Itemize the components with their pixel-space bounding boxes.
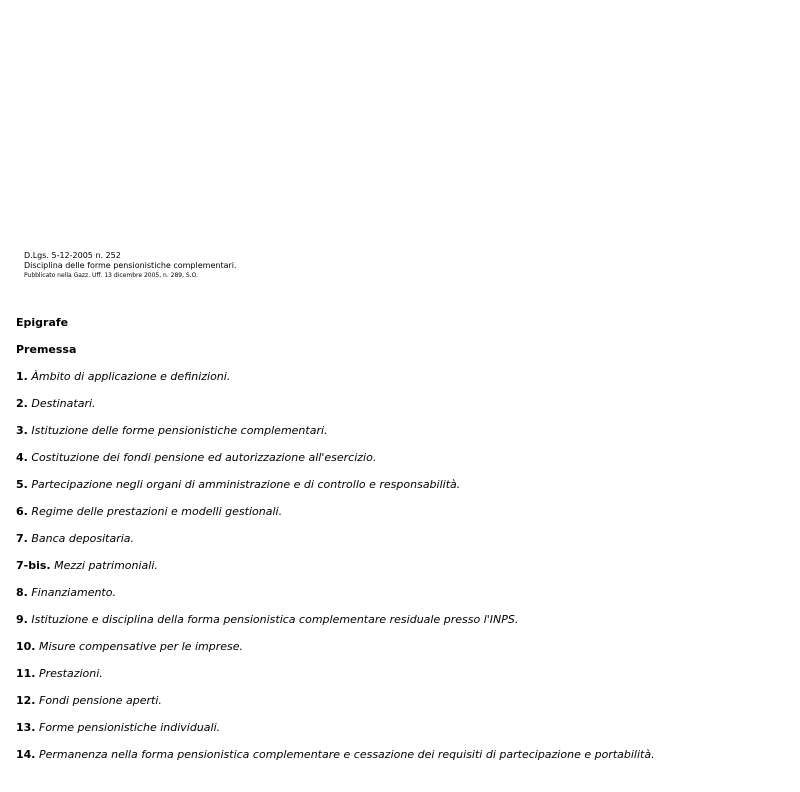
article-title: Misure compensative per le imprese. (39, 640, 243, 653)
article-number: 8. (16, 586, 28, 599)
toc-item-article[interactable] (16, 585, 655, 612)
toc-item-article[interactable] (16, 450, 655, 477)
table-of-contents (16, 315, 655, 774)
toc-item-article[interactable] (16, 477, 655, 504)
decree-reference: D.Lgs. 5-12-2005 n. 252 (24, 251, 121, 260)
article-title: Istituzione delle forme pensionistiche complementari. (31, 424, 328, 437)
article-number: 2. (16, 397, 28, 410)
toc-item-article[interactable] (16, 531, 655, 558)
article-number: 1. (16, 370, 28, 383)
article-number: 4. (16, 451, 28, 464)
publication-note: Pubblicato nella Gazz. Uff. 13 dicembre 2005, n. 289, S.O. (24, 272, 199, 279)
toc-item-article[interactable] (16, 612, 655, 639)
article-number: 7. (16, 532, 28, 545)
article-number: 9. (16, 613, 28, 626)
article-number: 12. (16, 694, 36, 707)
article-title: Prestazioni. (39, 667, 103, 680)
article-number: 14. (16, 748, 36, 761)
toc-item-article[interactable] (16, 666, 655, 693)
article-number: 10. (16, 640, 36, 653)
toc-item-epigrafe[interactable] (16, 315, 655, 342)
article-number: 6. (16, 505, 28, 518)
decree-title: Disciplina delle forme pensionistiche complementari. (24, 261, 237, 270)
article-title: Istituzione e disciplina della forma pensionistica complementare residuale presso l'INPS. (31, 613, 519, 626)
article-number: 7-bis. (16, 559, 51, 572)
toc-epigrafe-label: Epigrafe (16, 316, 69, 329)
article-number: 11. (16, 667, 36, 680)
article-title: Permanenza nella forma pensionistica complementare e cessazione dei requisiti di partecipazione e portabilità. (39, 748, 655, 761)
toc-item-article[interactable] (16, 720, 655, 747)
toc-item-article[interactable] (16, 423, 655, 450)
article-title: Forme pensionistiche individuali. (39, 721, 221, 734)
article-title: Àmbito di applicazione e definizioni. (31, 370, 231, 383)
article-title: Fondi pensione aperti. (39, 694, 162, 707)
toc-item-article[interactable] (16, 639, 655, 666)
article-number: 3. (16, 424, 28, 437)
toc-item-article[interactable] (16, 369, 655, 396)
article-title: Finanziamento. (31, 586, 116, 599)
toc-item-article[interactable] (16, 396, 655, 423)
toc-item-article[interactable] (16, 693, 655, 720)
toc-premessa-label: Premessa (16, 343, 77, 356)
article-number: 5. (16, 478, 28, 491)
toc-item-premessa[interactable] (16, 342, 655, 369)
article-title: Partecipazione negli organi di amministrazione e di controllo e responsabilità. (31, 478, 461, 491)
article-title: Regime delle prestazioni e modelli gestionali. (31, 505, 283, 518)
article-title: Destinatari. (31, 397, 96, 410)
toc-item-article[interactable] (16, 504, 655, 531)
article-title: Costituzione dei fondi pensione ed autorizzazione all'esercizio. (31, 451, 377, 464)
toc-item-article[interactable] (16, 747, 655, 774)
article-title: Banca depositaria. (31, 532, 135, 545)
document-header (24, 251, 237, 280)
article-title: Mezzi patrimoniali. (54, 559, 158, 572)
toc-item-article[interactable] (16, 558, 655, 585)
article-number: 13. (16, 721, 36, 734)
